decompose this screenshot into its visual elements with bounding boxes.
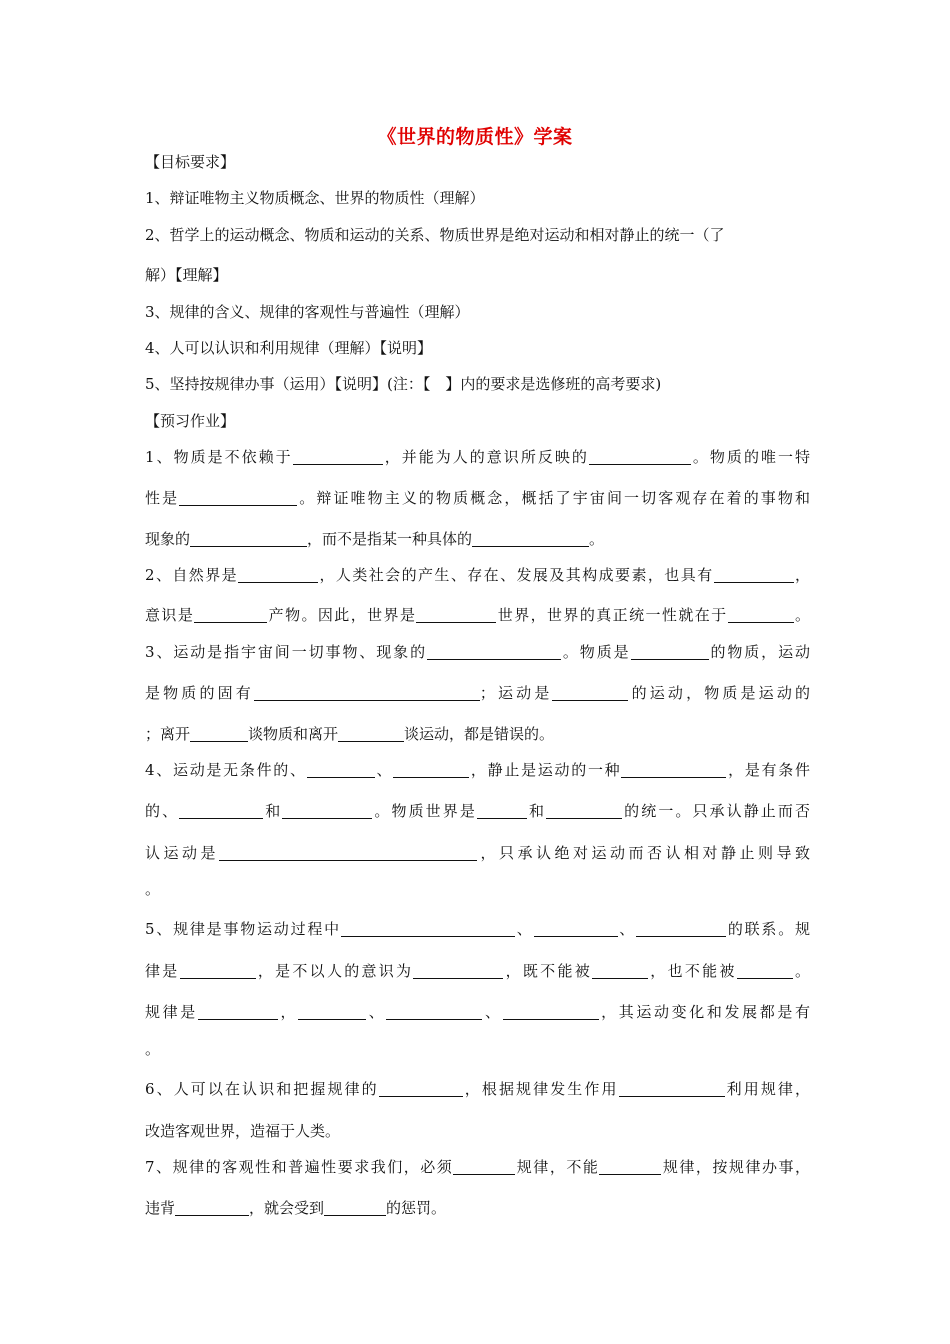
fill-blank[interactable] [190, 725, 248, 742]
fill-blank[interactable] [737, 962, 793, 979]
fill-blank[interactable] [413, 962, 503, 979]
fill-blank[interactable] [477, 802, 527, 819]
q4-line-2: 的、 和 。物质世界是 和 的统一。只承认静止而否 [145, 802, 810, 820]
q1-line-1: 1、物质是不依赖于 ，并能为人的意识所反映的 。物质的唯一特 [145, 448, 810, 466]
q5-line-2: 律是 ，是不以人的意识为 ，既不能被 ，也不能被 。 [145, 962, 810, 980]
fill-blank[interactable] [238, 566, 318, 583]
q1-line-3: 现象的 ，而不是指某一种具体的 。 [145, 530, 605, 548]
fill-blank[interactable] [393, 761, 469, 778]
fill-blank[interactable] [534, 920, 618, 937]
q6-line-2: 改造客观世界，造福于人类。 [145, 1122, 341, 1140]
goal-3: 3、规律的含义、规律的客观性与普遍性（理解） [145, 303, 470, 321]
fill-blank[interactable] [546, 802, 622, 819]
fill-blank[interactable] [619, 1080, 725, 1097]
document-title: 《世界的物质性》学案 [377, 126, 573, 148]
fill-blank[interactable] [592, 962, 648, 979]
fill-blank[interactable] [472, 530, 589, 547]
fill-blank[interactable] [254, 684, 480, 701]
fill-blank[interactable] [453, 1158, 515, 1175]
fill-blank[interactable] [599, 1158, 661, 1175]
fill-blank[interactable] [427, 643, 561, 660]
q5-line-3: 规律是 ， 、 、 ，其运动变化和发展都是有 [145, 1003, 810, 1021]
fill-blank[interactable] [589, 448, 691, 465]
fill-blank[interactable] [416, 606, 496, 623]
goal-1: 1、辩证唯物主义物质概念、世界的物质性（理解） [145, 189, 485, 207]
fill-blank[interactable] [621, 761, 726, 778]
fill-blank[interactable] [341, 920, 515, 937]
fill-blank[interactable] [714, 566, 794, 583]
fill-blank[interactable] [636, 920, 726, 937]
fill-blank[interactable] [379, 1080, 463, 1097]
q4-line-1: 4、运动是无条件的、 、 ，静止是运动的一种 ，是有条件 [145, 761, 810, 779]
q7-line-2: 违背 ，就会受到 的惩罚。 [145, 1199, 447, 1217]
q3-line-1: 3、运动是指宇宙间一切事物、现象的 。物质是 的物质，运动 [145, 643, 810, 661]
fill-blank[interactable] [198, 1003, 278, 1020]
fill-blank[interactable] [219, 844, 477, 861]
q7-line-1: 7、规律的客观性和普遍性要求我们，必须 规律，不能 规律，按规律办事， [145, 1158, 810, 1176]
q6-line-1: 6、人可以在认识和把握规律的 ，根据规律发生作用 利用规律， [145, 1080, 810, 1098]
q4-line-3: 认运动是 ，只承认绝对运动而否认相对静止则导致 [145, 844, 810, 862]
fill-blank[interactable] [307, 761, 375, 778]
fill-blank[interactable] [179, 802, 263, 819]
fill-blank[interactable] [175, 1199, 249, 1216]
fill-blank[interactable] [324, 1199, 386, 1216]
q3-line-3: ；离开 谈物质和离开 谈运动，都是错误的。 [145, 725, 555, 743]
goal-4: 4、人可以认识和利用规律（理解）【说明】 [145, 339, 433, 357]
fill-blank[interactable] [503, 1003, 599, 1020]
fill-blank[interactable] [631, 643, 709, 660]
q5-line-4: 。 [145, 1040, 161, 1058]
fill-blank[interactable] [338, 725, 404, 742]
fill-blank[interactable] [298, 1003, 366, 1020]
fill-blank[interactable] [552, 684, 628, 701]
fill-blank[interactable] [728, 606, 794, 623]
goals-heading: 【目标要求】 [145, 153, 236, 171]
q1-line-2: 性是 。辩证唯物主义的物质概念，概括了宇宙间一切客观存在着的事物和 [145, 489, 810, 507]
fill-blank[interactable] [179, 489, 297, 506]
q2-line-1: 2、自然界是 ，人类社会的产生、存在、发展及其构成要素，也具有 ， [145, 566, 810, 584]
q2-line-2: 意识是 产物。因此，世界是 世界，世界的真正统一性就在于 。 [145, 606, 810, 624]
q4-line-4: 。 [145, 880, 161, 898]
goal-5: 5、坚持按规律办事（运用）【说明】(注：【 】内的要求是选修班的高考要求) [145, 375, 662, 393]
fill-blank[interactable] [386, 1003, 482, 1020]
goal-2: 2、哲学上的运动概念、物质和运动的关系、物质世界是绝对运动和相对静止的统一（了 [145, 226, 725, 244]
preview-heading: 【预习作业】 [145, 412, 236, 430]
q5-line-1: 5、规律是事物运动过程中 、 、 的联系。规 [145, 920, 810, 938]
q3-line-2: 是物质的固有 ；运动是 的运动，物质是运动的 [145, 684, 810, 702]
fill-blank[interactable] [194, 606, 267, 623]
fill-blank[interactable] [190, 530, 307, 547]
fill-blank[interactable] [293, 448, 383, 465]
fill-blank[interactable] [180, 962, 256, 979]
goal-2-cont: 解）【理解】 [145, 266, 228, 284]
fill-blank[interactable] [282, 802, 372, 819]
